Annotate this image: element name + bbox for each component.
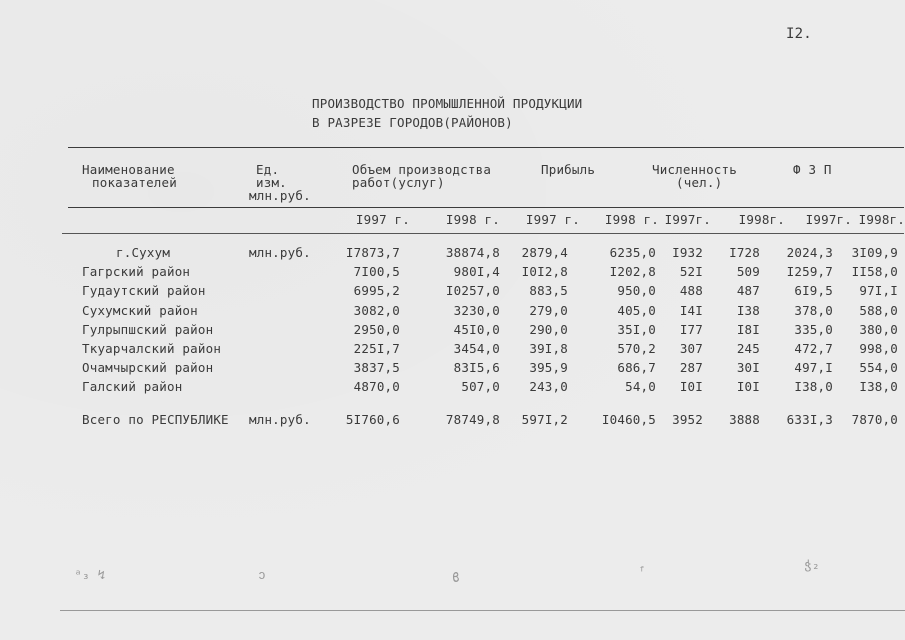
row-value: 405,0 [617, 302, 656, 318]
row-value: 97I,I [859, 283, 898, 299]
row-value: 243,0 [529, 379, 568, 395]
row-value: I259,7 [786, 264, 833, 280]
row-value: 45I0,0 [453, 321, 500, 337]
header-name-line2: показателей [92, 175, 177, 190]
row-value: 395,9 [529, 360, 568, 376]
table-title-line1: ПРОИЗВОДСТВО ПРОМЫШЛЕННОЙ ПРОДУКЦИИ [312, 96, 583, 111]
row-value: II58,0 [851, 264, 898, 280]
row-value: 950,0 [617, 283, 656, 299]
row-value: 4870,0 [353, 379, 400, 395]
row-name: г.Сухум [116, 245, 171, 260]
row-value: I202,8 [609, 264, 656, 280]
row-value: 3454,0 [453, 341, 500, 356]
row-name: Гулрыпшский район [82, 321, 214, 337]
header-rule [68, 207, 904, 208]
row-value: 509 [736, 264, 760, 280]
header-volume-line2: работ(услуг) [352, 175, 445, 190]
row-value: 225I,7 [353, 341, 400, 356]
header-profit: Прибыль [541, 162, 596, 177]
handwritten-mark: ϐ [452, 571, 460, 586]
row-value: 6995,2 [353, 283, 400, 299]
row-value: 998,0 [859, 341, 898, 356]
row-value: I77 [679, 321, 703, 337]
year-header: I998г. [858, 212, 905, 227]
row-value: 488 [679, 283, 703, 299]
row-value: I0I [736, 379, 760, 395]
row-value: 2950,0 [353, 321, 400, 337]
row-value: 980I,4 [453, 264, 500, 280]
row-value: 54,0 [625, 379, 656, 395]
row-value: 6I9,5 [794, 283, 833, 299]
year-header: I998г. [738, 212, 785, 227]
header-name-line1: Наименование [82, 162, 175, 177]
row-value: I0257,0 [445, 283, 500, 299]
row-name: Галский район [82, 379, 183, 395]
row-value: I728 [729, 245, 760, 260]
row-value: 38874,8 [445, 245, 500, 260]
table-top-rule [68, 147, 904, 148]
row-value: 3I09,9 [851, 245, 898, 260]
header-volume-line1: Объем производства [352, 162, 492, 177]
page-number: I2. [786, 26, 812, 42]
row-unit: млн.руб. [249, 245, 311, 260]
row-name: Ткуарчалский район [82, 341, 222, 356]
row-value: 307 [679, 341, 703, 356]
row-value: 279,0 [529, 302, 568, 318]
row-value: 245 [736, 341, 760, 356]
handwritten-mark: ↄ [258, 568, 266, 583]
row-value: 507,0 [461, 379, 500, 395]
row-value: 633I,3 [786, 412, 833, 427]
row-value: 472,7 [794, 341, 833, 356]
row-value: I8I [736, 321, 760, 337]
row-value: I38,0 [794, 379, 833, 395]
row-name: Сухумский район [82, 302, 198, 318]
row-value: I0460,5 [601, 412, 656, 427]
row-name: Гагрский район [82, 264, 191, 280]
year-header: I997 г. [355, 212, 410, 227]
header-unit-line3: млн.руб. [249, 188, 311, 203]
row-value: I4I [679, 302, 703, 318]
handwritten-mark: ᶠ [638, 565, 646, 580]
row-value: 380,0 [859, 321, 898, 337]
row-value: I932 [672, 245, 703, 260]
row-value: 7I00,5 [353, 264, 400, 280]
row-value: 3837,5 [353, 360, 400, 376]
year-header: I998 г. [604, 212, 659, 227]
row-value: 3230,0 [453, 302, 500, 318]
row-value: 290,0 [529, 321, 568, 337]
row-name: Гудаутский район [82, 283, 206, 299]
row-value: I38,0 [859, 379, 898, 395]
year-header: I997 г. [525, 212, 580, 227]
bottom-rule [60, 610, 905, 611]
table-title-line2: В РАЗРЕЗЕ ГОРОДОВ(РАЙОНОВ) [312, 115, 513, 130]
row-value: 3082,0 [353, 302, 400, 318]
row-value: 35I,0 [617, 321, 656, 337]
row-value: 335,0 [794, 321, 833, 337]
row-value: 3952 [672, 412, 703, 427]
row-value: 83I5,6 [453, 360, 500, 376]
row-name: Очамчырский район [82, 360, 214, 376]
total-row-name: Всего по РЕСПУБЛИКЕ [82, 412, 229, 427]
row-value: 287 [679, 360, 703, 376]
row-value: 3888 [729, 412, 760, 427]
row-value: 686,7 [617, 360, 656, 376]
header-fzp: Ф З П [793, 162, 832, 177]
row-value: I0I2,8 [521, 264, 568, 280]
row-value: 597I,2 [521, 412, 568, 427]
header-unit-line2: изм. [256, 175, 287, 190]
row-value: 78749,8 [445, 412, 500, 427]
row-value: 570,2 [617, 341, 656, 356]
row-unit: млн.руб. [249, 412, 311, 427]
row-value: 39I,8 [529, 341, 568, 356]
header-staff-line2: (чел.) [676, 175, 723, 190]
row-value: 588,0 [859, 302, 898, 318]
row-value: 497,I [794, 360, 833, 376]
row-value: 2879,4 [521, 245, 568, 260]
row-value: 6235,0 [609, 245, 656, 260]
row-value: 7870,0 [851, 412, 898, 427]
row-value: 487 [736, 283, 760, 299]
row-value: 30I [736, 360, 760, 376]
row-value: I0I [679, 379, 703, 395]
row-value: 52I [679, 264, 703, 280]
row-value: 5I760,6 [345, 412, 400, 427]
row-value: 883,5 [529, 283, 568, 299]
year-header: I998 г. [445, 212, 500, 227]
row-value: 378,0 [794, 302, 833, 318]
year-header: I997г. [664, 212, 711, 227]
year-rule [62, 233, 904, 234]
header-unit-line1: Ед. [256, 162, 280, 177]
year-header: I997г. [805, 212, 852, 227]
row-value: 2024,3 [786, 245, 833, 260]
row-value: 554,0 [859, 360, 898, 376]
handwritten-mark: ᵃ₃ ↯ [74, 568, 106, 583]
row-value: I7873,7 [345, 245, 400, 260]
handwritten-mark: ჭ₂ [804, 558, 820, 573]
row-value: I38 [736, 302, 760, 318]
header-staff-line1: Численность [652, 162, 737, 177]
